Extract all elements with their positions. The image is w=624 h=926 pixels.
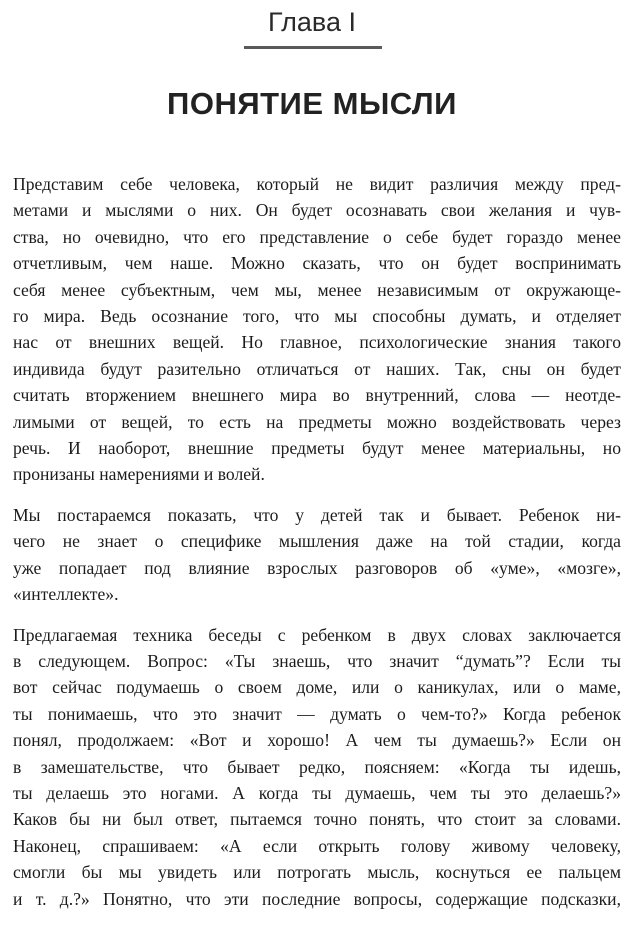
text-line: в следующем. Вопрос: «Ты знаешь, что значит “думать”? Если ты xyxy=(13,650,621,671)
text-line: себя менее субъектным, чем мы, менее независимым от окружающе- xyxy=(13,279,621,300)
text-line: понял, продолжаем: «Вот и хорошо! А чем ты думаешь?» Если он xyxy=(13,730,621,751)
text-line: пронизаны намерениями и волей. xyxy=(13,464,265,485)
text-line: го мира. Ведь осознание того, что мы способны думать, и отделяет xyxy=(13,306,621,327)
text-line: и т. д.?» Понятно, что эти последние вопросы, содержащие подсказки, xyxy=(13,888,621,909)
paragraph xyxy=(13,171,621,488)
text-line: нас от внешних вещей. Но главное, психологические знания такого xyxy=(13,332,621,353)
chapter-underline xyxy=(244,46,382,49)
text-line: лимыми от вещей, то есть на предметы можно воздействовать через xyxy=(13,411,621,432)
chapter-label: Глава I xyxy=(268,7,356,37)
body-text xyxy=(13,171,621,926)
text-line: ты делаешь это ногами. А когда ты думаешь, чем ты это делаешь?» xyxy=(13,782,621,803)
text-line: Предлагаемая техника беседы с ребенком в двух словах заключается xyxy=(13,624,621,645)
text-line: метами и мыслями о них. Он будет осознавать свои желания и чув- xyxy=(13,200,621,221)
text-line: Представим себе человека, который не видит различия между пред- xyxy=(13,174,621,194)
chapter-title: ПОНЯТИЕ МЫСЛИ xyxy=(167,86,457,121)
text-line: в замешательстве, что бывает редко, поясняем: «Когда ты идешь, xyxy=(13,756,621,777)
text-line: отчетливым, чем наше. Можно сказать, что он будет воспринимать xyxy=(13,253,621,274)
text-line: смогли бы мы увидеть или потрогать мысль, коснуться ее пальцем xyxy=(13,862,621,883)
text-line: речь. И наоборот, внешние предметы будут менее материальны, но xyxy=(13,438,621,459)
paragraph xyxy=(13,622,621,912)
paragraph xyxy=(13,502,621,608)
text-line: чего не знает о специфике мышления даже на той стадии, когда xyxy=(13,531,621,552)
text-line: Каков бы ни был ответ, пытаемся точно понять, что стоит за словами. xyxy=(13,809,621,830)
text-line: ства, но очевидно, что его представление о себе будет гораздо менее xyxy=(13,226,621,247)
text-line: индивида будут разительно отличаться от наших. Так, сны он будет xyxy=(13,358,621,379)
text-line: Мы постараемся показать, что у детей так и бывает. Ребенок ни- xyxy=(13,504,621,525)
text-line: считать вторжением внешнего мира во внутренний, слова — неотде- xyxy=(13,385,621,406)
text-line: уже попадает под влияние взрослых разговоров об «уме», «мозге», xyxy=(13,557,621,578)
text-line: «интеллекте». xyxy=(13,584,119,605)
text-line: Наконец, спрашиваем: «А если открыть голову живому человеку, xyxy=(13,835,621,856)
text-line: ты понимаешь, что это значит — думать о чем-то?» Когда ребенок xyxy=(13,703,621,724)
text-line: вот сейчас подумаешь о своем доме, или о каникулах, или о маме, xyxy=(13,677,621,698)
